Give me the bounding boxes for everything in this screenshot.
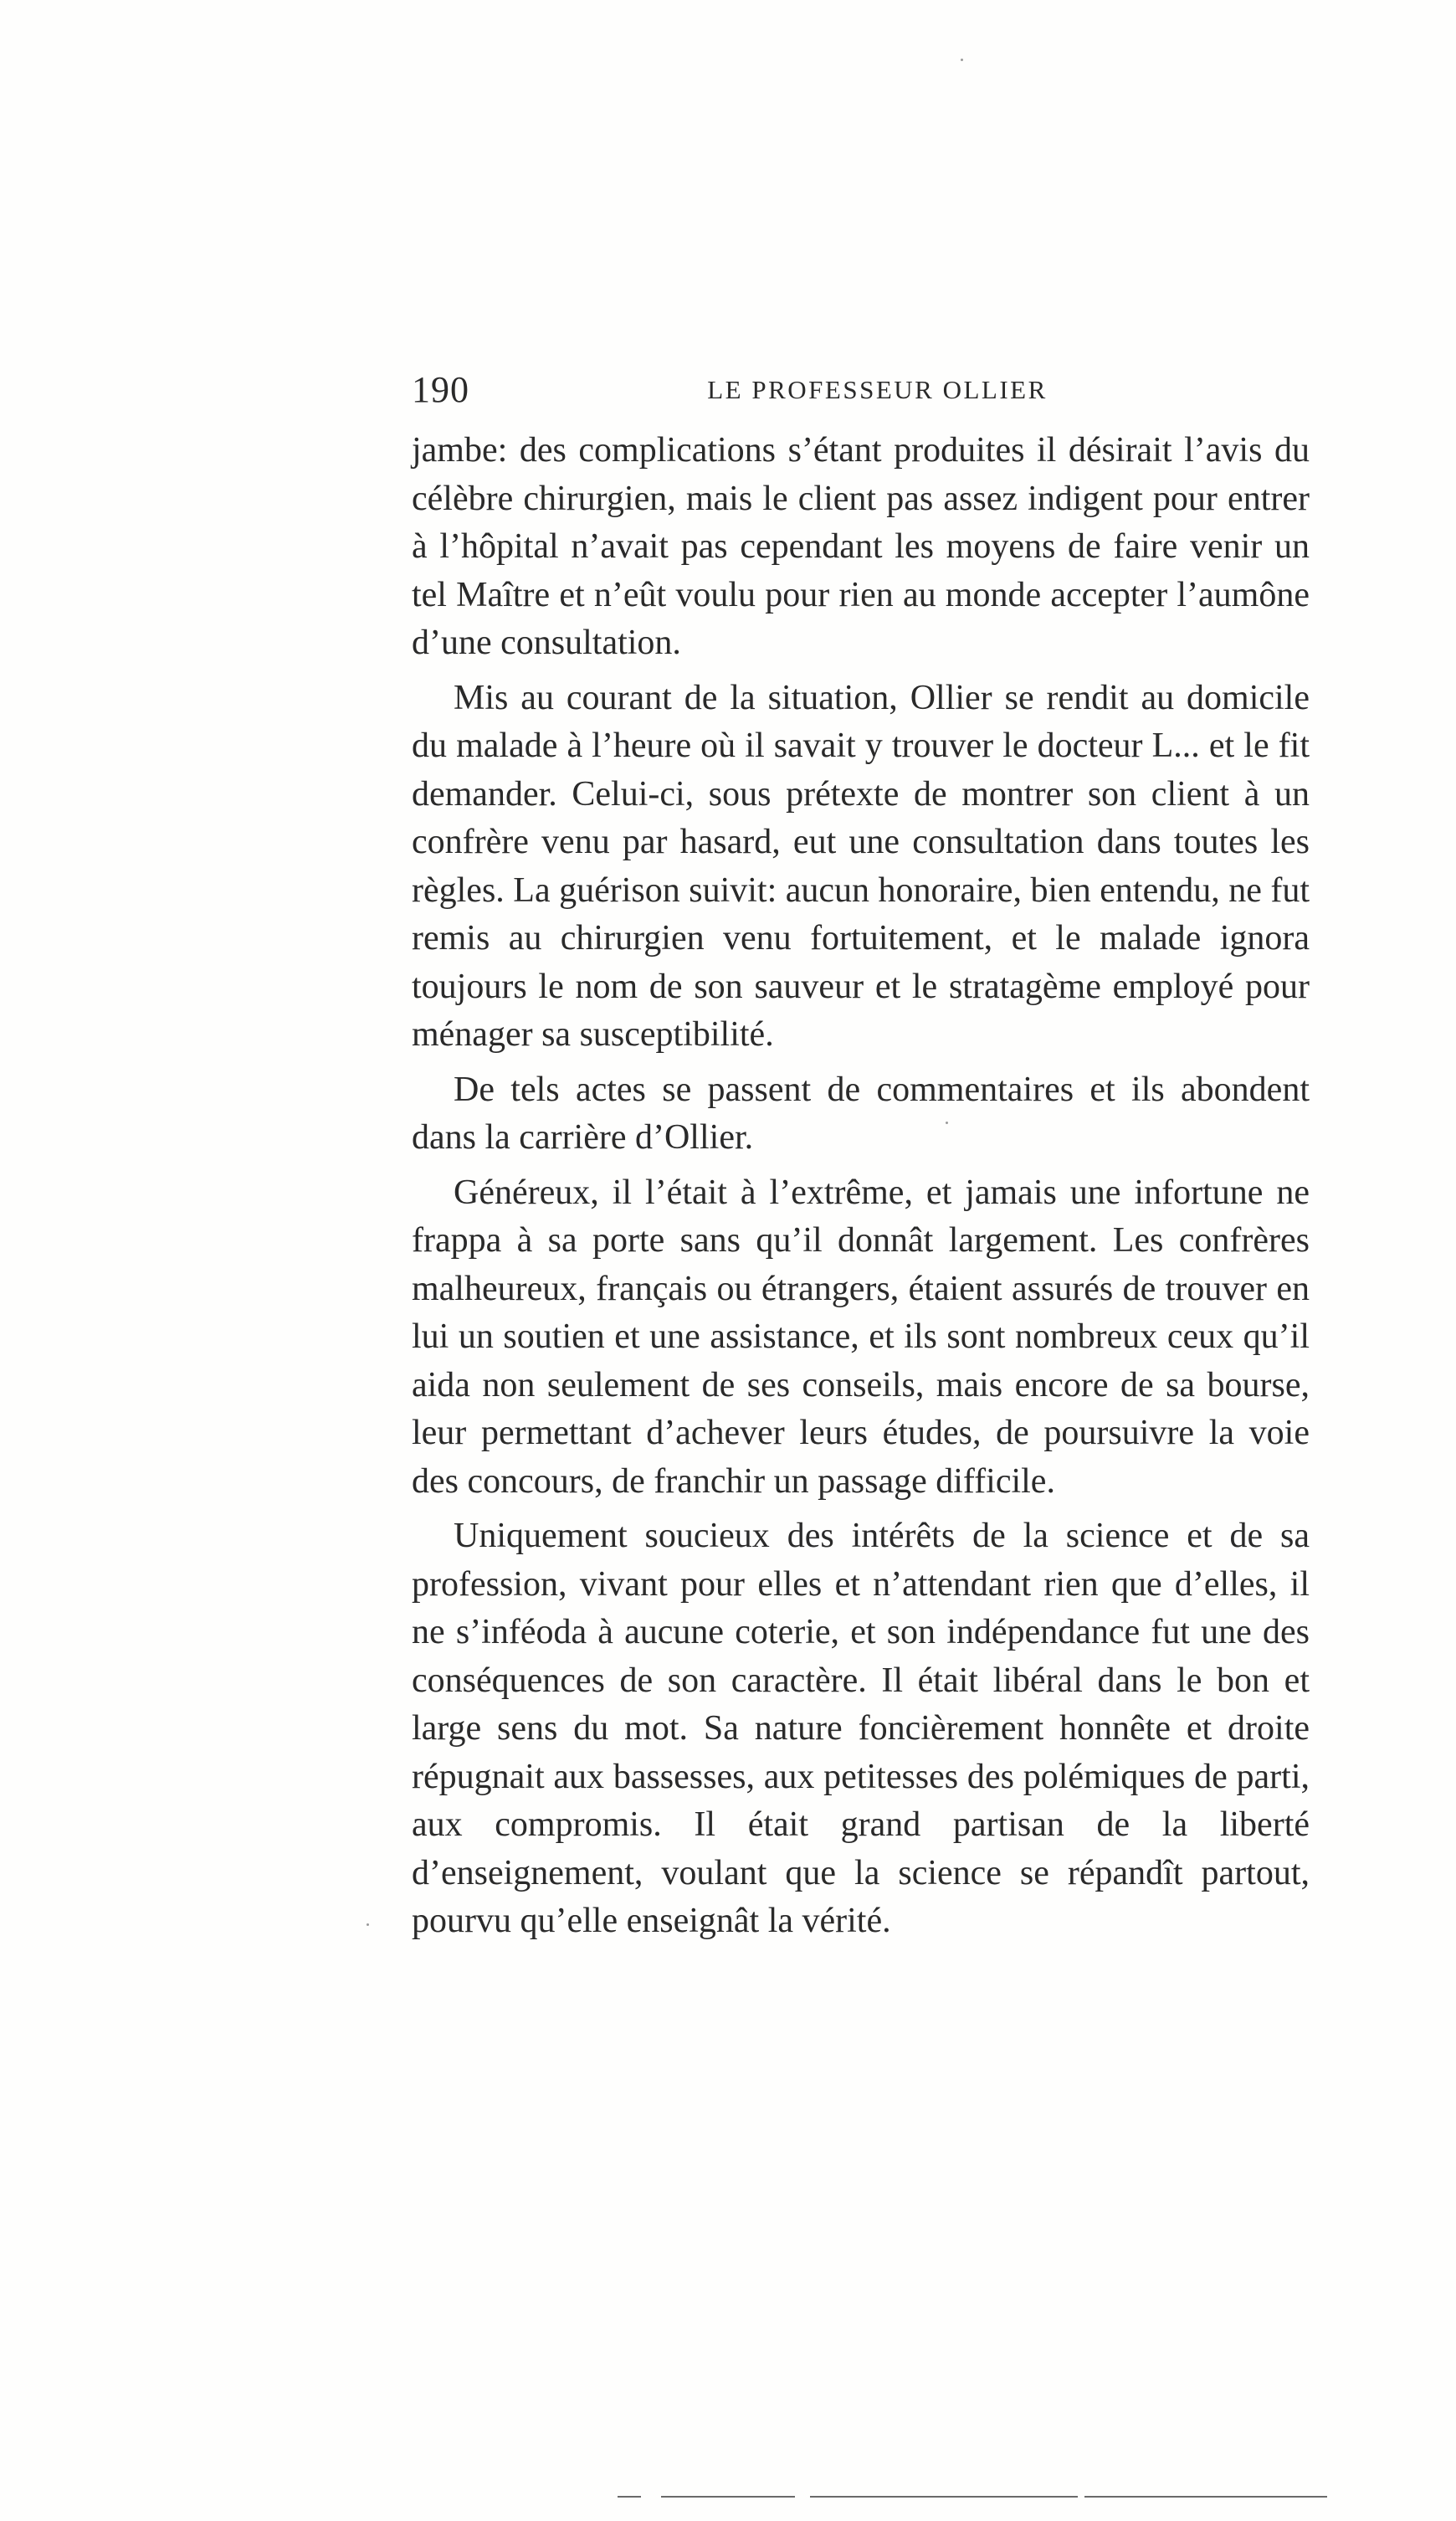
page-number: 190 <box>412 369 469 410</box>
paragraph-continuation: jambe: des complications s’étant produites il désirait l’avis du célèbre chirurgien, mais le client pas assez indigent pour entrer à l’hôpital n’avait pas cependant les moyens de faire venir un tel Maître et n’eût voulu pour rien au monde accepter l’aumône d’une consultation. <box>412 431 1310 662</box>
footer-rule <box>810 2496 1078 2498</box>
footer-rule <box>661 2496 795 2498</box>
paper-speck <box>367 1923 369 1926</box>
running-title: LE PROFESSEUR OLLIER <box>707 375 1048 404</box>
paragraph: De tels actes se passent de commentaires et ils abondent dans la carrière d’Ollier. <box>412 1070 1310 1157</box>
footer-rule <box>1084 2496 1327 2498</box>
paper-speck <box>961 59 963 61</box>
body-text <box>412 427 1310 1946</box>
footer-rule <box>618 2496 641 2498</box>
paper-speck <box>946 1122 948 1124</box>
paragraph: Généreux, il l’était à l’extrême, et jamais une infortune ne frappa à sa porte sans qu’il donnât largement. Les confrères malheureux, français ou étrangers, étaient assurés de trouver en lui un soutien et une assistance, et ils sont nombreux ceux qu’il aida non seulement de ses conseils, mais encore de sa bourse, leur permettant d’achever leurs études, de poursuivre la voie des concours, de franchir un passage difficile. <box>412 1173 1310 1501</box>
paragraph: Mis au courant de la situation, Ollier se rendit au domicile du malade à l’heure où il savait y trouver le docteur L... et le fit demander. Celui-ci, sous prétexte de montrer son client à un confrère venu par hasard, eut une consultation dans toutes les règles. La guérison suivit: aucun honoraire, bien entendu, ne fut remis au chirurgien venu fortuitement, et le malade ignora toujours le nom de son sauveur et le stratagème employé pour ménager sa susceptibilité. <box>412 678 1310 1054</box>
paragraph: Uniquement soucieux des intérêts de la science et de sa profession, vivant pour elles et n’attendant rien que d’elles, il ne s’inféoda à aucune coterie, et son indépendance fut une des conséquences de son caractère. Il était libéral dans le bon et large sens du mot. Sa nature foncièrement honnête et droite répugnait aux bassesses, aux petitesses des polémiques de parti, aux compromis. Il était grand partisan de la liberté d’enseignement, voulant que la science se répandît partout, pourvu qu’elle enseignât la vérité. <box>412 1517 1310 1940</box>
running-head <box>412 368 1310 412</box>
